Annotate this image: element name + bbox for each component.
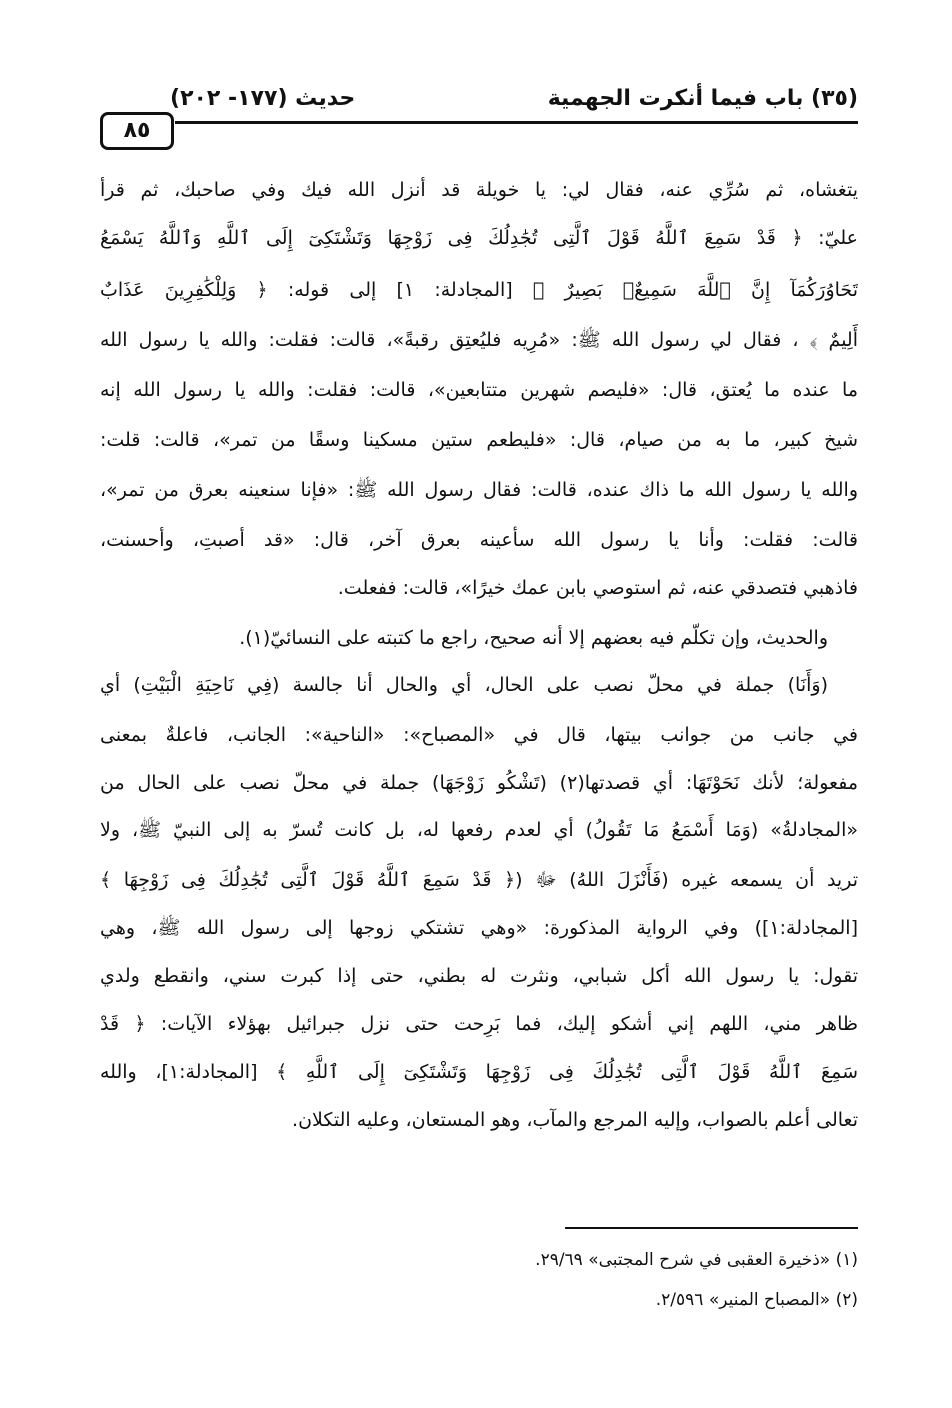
text-line: سَمِعَ ٱللَّهُ قَوْلَ ٱلَّتِى تُجَٰدِلُكَ فِى زَوْجِهَا وَتَشْتَكِىٓ إِلَى ٱللَّهِ ﴾ [المجادلة:١]، والله xyxy=(100,1061,858,1083)
text-line: فاذهبي فتصدقي عنه، ثم استوصي بابن عمك خيرًا»، قالت: ففعلت. xyxy=(337,577,858,599)
text-line: يتغشاه، ثم سُرِّي عنه، فقال لي: يا خويلة قد أنزل الله فيك وفي صاحبك، ثم قرأ xyxy=(100,179,858,201)
text-line: تعالى أعلم بالصواب، وإليه المرجع والمآب، وهو المستعان، وعليه التكلان. xyxy=(292,1109,858,1131)
text-line: تريد أن يسمعه غيره (فَأَنْزَلَ اللهُ) ﷻ (﴿ قَدْ سَمِعَ ٱللَّهُ قَوْلَ ٱلَّتِى تُجَٰدِلُكَ فِى زَوْجِهَا ﴾ xyxy=(100,869,858,891)
text-line: والحديث، وإن تكلّم فيه بعضهم إلا أنه صحيح، راجع ما كتبته على النسائيّ(١). xyxy=(239,627,828,649)
footnote: (٢) «المصباح المنير» ٢/٥٩٦. xyxy=(655,1290,858,1310)
text-line: والله يا رسول الله ما ذاك عنده، قالت: فقال رسول الله ﷺ: «فإنا سنعينه بعرق من تمر»، xyxy=(100,479,858,501)
text-line: عليّ: ﴿ قَدْ سَمِعَ ٱللَّهُ قَوْلَ ٱلَّتِى تُجَٰدِلُكَ فِى زَوْجِهَا وَتَشْتَكِىٓ إِلَى ٱللَّهِ وَٱللَّهُ يَسْمَعُ xyxy=(100,227,858,249)
text-line: شيخ كبير، ما به من صيام، قال: «فليطعم ستين مسكينا وسقًا من تمر»، قالت: قلت: xyxy=(100,429,858,451)
text-line: تَحَاوُرَكُمَآ إِنَّ ٱللَّهَ سَمِيعٌۢ بَصِيرٌ ﴾ [المجادلة: ١] إلى قوله: ﴿ وَلِلْكَٰفِرِينَ عَذَابٌ xyxy=(100,279,858,301)
text-line: ما عنده ما يُعتق، قال: «فليصم شهرين متتابعين»، قالت: فقلت: والله يا رسول الله إنه xyxy=(100,379,858,401)
text-line: «المجادلةُ» (وَمَا أَسْمَعُ مَا تَقُولُ) أي لعدم رفعها له، بل كانت تُسرّ به إلى النبيّ ﷺ، ولا xyxy=(100,819,858,841)
text-line: [المجادلة:١]) وفي الرواية المذكورة: «وهي تشتكي زوجها إلى رسول الله ﷺ، وهي xyxy=(100,917,858,939)
chapter-title: (٣٥) باب فيما أنكرت الجهمية xyxy=(547,86,858,111)
text-line: قالت: فقلت: وأنا يا رسول الله سأعينه بعرق آخر، قال: «قد أصبتِ، وأحسنت، xyxy=(100,529,858,551)
text-line: في جانب من جوانب بيتها، قال في «المصباح»: «الناحية»: الجانب، فاعلةٌ بمعنى xyxy=(100,724,858,746)
footnote: (١) «ذخيرة العقبى في شرح المجتبى» ٢٩/٦٩. xyxy=(535,1250,858,1270)
header-rule xyxy=(175,121,858,124)
footnote-separator xyxy=(565,1227,858,1229)
hadith-range: حديث (١٧٧- ٢٠٢) xyxy=(170,86,356,111)
text-line: أَلِيمٌ ﴾ ، فقال لي رسول الله ﷺ: «مُرِيه فليُعتِق رقبةً»، قالت: فقلت: والله يا رسول الله xyxy=(100,329,858,351)
text-line: ظاهر مني، اللهم إني أشكو إليك، فما بَرِحت حتى نزل جبرائيل بهؤلاء الآيات: ﴿ قَدْ xyxy=(100,1013,858,1035)
text-line: مفعولة؛ لأنك نَحَوْتَهَا: أي قصدتها(٢) (تَشْكُو زَوْجَهَا) جملة في محلّ نصب على الحال من xyxy=(100,772,858,794)
text-line: تقول: يا رسول الله أكل شبابي، ونثرت له بطني، حتى إذا كبرت سني، وانقطع ولدي xyxy=(100,965,858,987)
page-number: ٨٥ xyxy=(100,112,174,150)
text-line: (وَأَنَا) جملة في محلّ نصب على الحال، أي والحال أنا جالسة (فِي نَاحِيَةِ الْبَيْتِ) أي xyxy=(100,674,828,696)
